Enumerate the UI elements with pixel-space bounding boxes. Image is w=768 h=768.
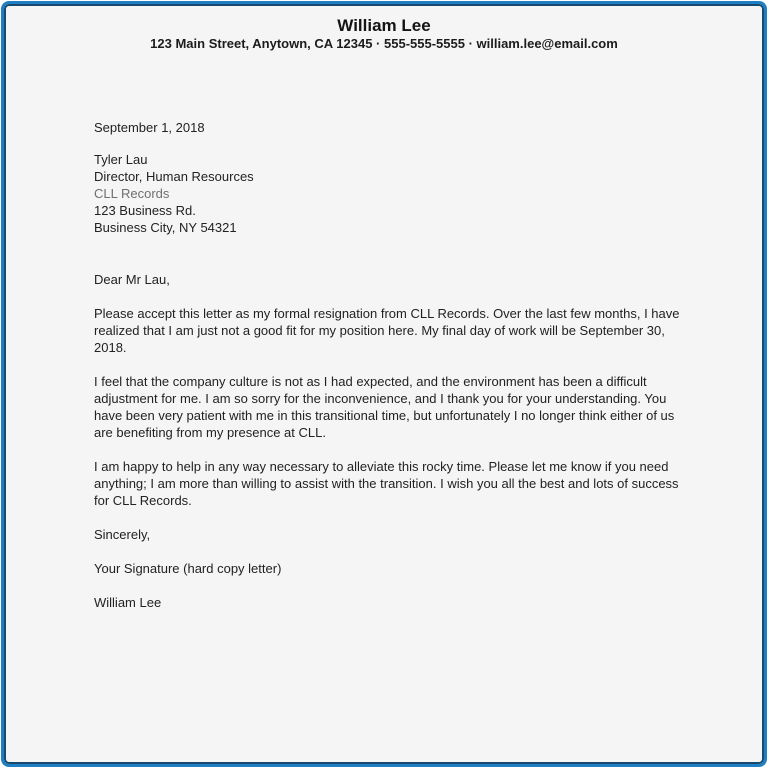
closing: Sincerely,: [94, 527, 151, 542]
salutation: Dear Mr Lau,: [94, 272, 170, 287]
signature-placeholder: Your Signature (hard copy letter): [94, 561, 282, 576]
recipient-block: [94, 151, 682, 236]
paragraph-2: I feel that the company culture is not as I had expected, and the environment has been a difficult adjustment for me. I am so sorry for the inconvenience, and I thank you for your understanding. You have been very patient with me in this transitional time, but unfortunately I no longer think either of us are benefiting from my presence at CLL.: [94, 374, 675, 440]
paragraph-3: I am happy to help in any way necessary to alleviate this rocky time. Please let me know if you need anything; I am more than willing to assist with the transition. I wish you all the best and lots of success for CLL Records.: [94, 459, 679, 508]
document-frame: [1, 1, 767, 767]
recipient-company: CLL Records: [94, 186, 170, 201]
signer-name: William Lee: [94, 595, 162, 610]
recipient-street: 123 Business Rd.: [94, 203, 196, 218]
letterhead: [6, 6, 762, 52]
recipient-city: Business City, NY 54321: [94, 220, 237, 235]
letter-page: [6, 6, 762, 762]
paragraph-1: Please accept this letter as my formal resignation from CLL Records. Over the last few months, I have realized that I am just not a good fit for my position here. My final day of work will be September 30, 2018.: [94, 306, 680, 355]
letter-date: September 1, 2018: [94, 120, 205, 135]
letterhead-contact-line: 123 Main Street, Anytown, CA 12345 · 555-555-5555 · william.lee@email.com: [150, 36, 618, 51]
letter-body: [6, 52, 762, 611]
letterhead-name: William Lee: [337, 16, 431, 35]
recipient-name: Tyler Lau: [94, 152, 148, 167]
recipient-title: Director, Human Resources: [94, 169, 254, 184]
